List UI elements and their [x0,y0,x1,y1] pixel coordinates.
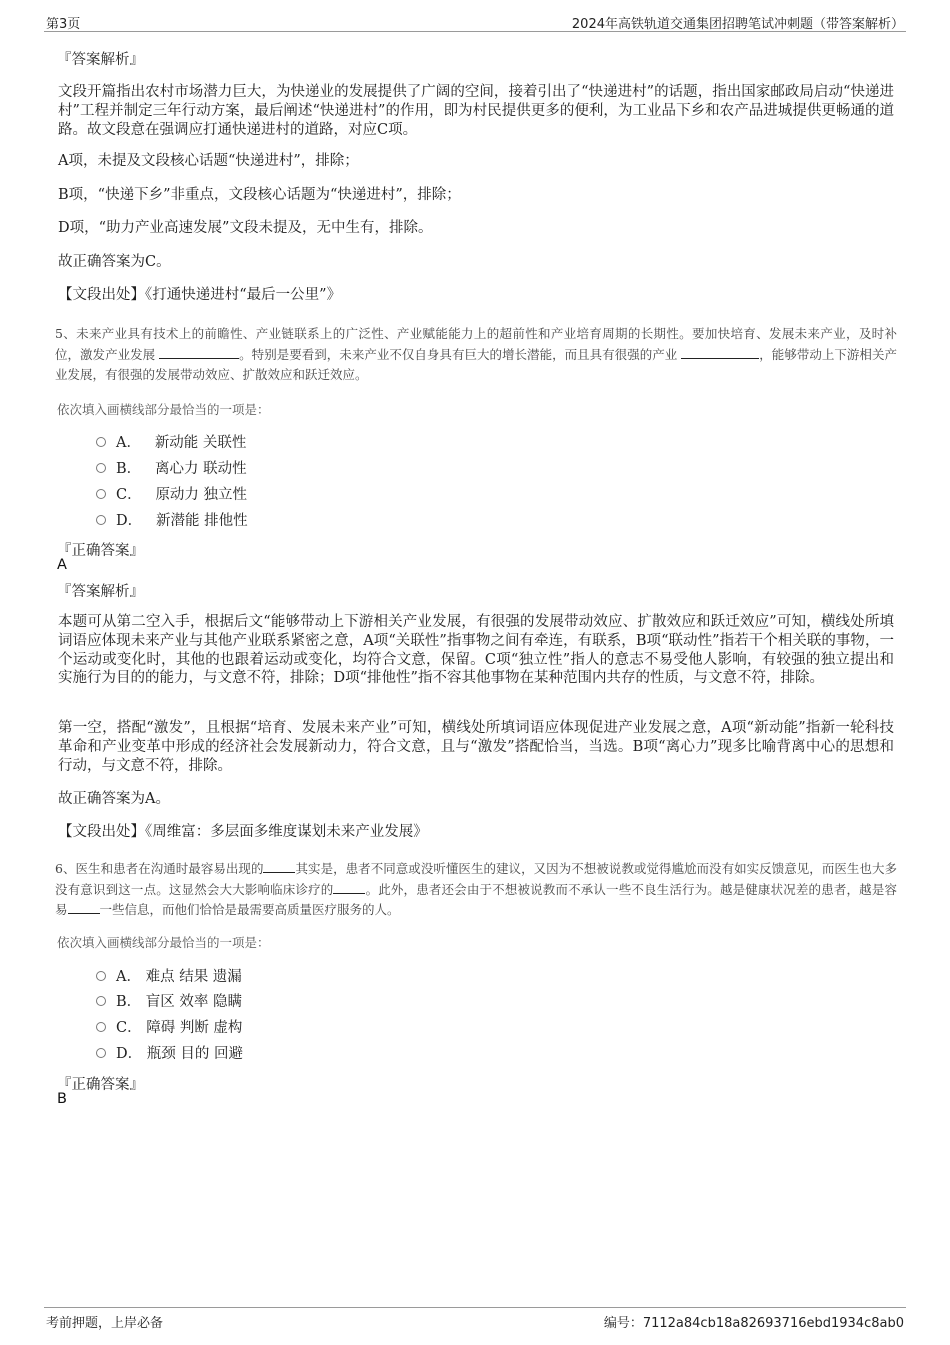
radio-icon[interactable] [96,1022,106,1032]
radio-icon[interactable] [96,437,106,447]
q6-option-a[interactable]: A． 难点 结果 遗漏 [96,967,242,987]
q5-analysis-p1: 本题可从第二空入手，根据后文“能够带动上下游相关产业发展，有很强的发展带动效应、扩散效应和跃迁效应”可知，横线处所填词语应体现未来产业与其他产业联系紧密之意，A项“关联性”指事物之间有牵连，有联系，B项“联动性”指若干个相关联的事物，一个运动或变化时，其他的也跟着运动或变化，均符合文意，保留。C项“独立性”指人的意志不易受他人影响，有较强的独立提出和实施行为目的的能力，与文意不符，排除；D项“排他性”指不容其他事物在某种范围内共存的性质，与文意不符，排除。 [58,614,894,687]
q6-question: 6、医生和患者在沟通时最容易出现的 其实是，患者不同意或没听懂医生的建议，又因为不想被说教或觉得尴尬而没有如实反馈意见，而医生也大多没有意识到这一点。这显然会大大影响临床诊疗的 。此外，患者还会由于不想被说教而不承认一些不良生活行为。越是健康状况差的患者，越是容易 一些信息，而他们恰恰是最需要高质量医疗服务的人。 [55,861,897,917]
q5-source: 【文段出处】《周维富：多层面多维度谋划未来产业发展》 [58,824,428,840]
q6-blank-3 [68,901,100,914]
q5-blank-2 [681,346,759,359]
footer-slogan: 考前押题，上岸必备 [46,1316,164,1331]
q4-analysis-p3: B项，“快递下乡”非重点，文段核心话题为“快递进村”，排除； [58,187,461,203]
radio-icon[interactable] [96,971,106,981]
footer-divider [44,1307,906,1308]
q4-source: 【文段出处】《打通快递进村“最后一公里”》 [58,287,342,303]
document-code: 编号：7112a84cb18a82693716ebd1934c8ab0 [603,1316,904,1331]
q4-analysis-p1: 文段开篇指出农村市场潜力巨大，为快递业的发展提供了广阔的空间，接着引出了“快递进村”的话题，指出国家邮政局启动“快递进村”工程并制定三年行动方案，最后阐述“快递进村”的作用，即为村民提供更多的便利，为工业品下乡和农产品进城提供更畅通的道路。故文段意在强调应打通快递进村的道路，对应C项。 [58,84,894,138]
q5-answer: A [57,557,67,573]
q5-option-b[interactable]: B． 离心力 联动性 [96,459,247,479]
radio-icon[interactable] [96,489,106,499]
q5-option-a[interactable]: A． 新动能 关联性 [96,433,246,453]
q6-option-d[interactable]: D． 瓶颈 目的 回避 [96,1044,243,1064]
q6-answer: B [57,1091,67,1107]
q5-question: 5、未来产业具有技术上的前瞻性、产业链联系上的广泛性、产业赋能能力上的超前性和产业培育周期的长期性。要加快培育、发展未来产业，及时补位，激发产业发展 。特别是要看到，未来产业不仅自身具有巨大的增长潜能，而且具有很强的产业 ，能够带动上下游相关产业发展，有很强的发展带动效应、扩散效应和跃迁效应。 [55,326,897,382]
q6-blank-1 [263,860,295,873]
q6-blank-2 [333,881,365,894]
q5-blank-1 [159,346,239,359]
radio-icon[interactable] [96,463,106,473]
q5-option-d[interactable]: D． 新潜能 排他性 [96,511,248,531]
q5-analysis-p2: 第一空，搭配“激发”，且根据“培育、发展未来产业”可知，横线处所填词语应体现促进产业发展之意，A项“新动能”指新一轮科技革命和产业变革中形成的经济社会发展新动力，符合文意，且与“激发”搭配恰当，当选。B项“离心力”现多比喻背离中心的思想和行动，与文意不符，排除。 [58,720,894,774]
q4-analysis-p2: A项，未提及文段核心话题“快递进村”，排除； [58,153,359,169]
radio-icon[interactable] [96,515,106,525]
q5-answer-label: 『正确答案』 [57,543,144,559]
q4-analysis-p5: 故正确答案为C。 [58,254,171,270]
q4-analysis-label: 『答案解析』 [57,52,144,68]
q5-analysis-p3: 故正确答案为A。 [58,791,170,807]
document-title: 2024年高铁轨道交通集团招聘笔试冲刺题（带答案解析） [571,17,904,32]
q5-prompt: 依次填入画横线部分最恰当的一项是： [57,402,270,417]
q6-answer-label: 『正确答案』 [57,1077,144,1093]
q5-analysis-label: 『答案解析』 [57,584,144,600]
radio-icon[interactable] [96,996,106,1006]
q5-option-c[interactable]: C． 原动力 独立性 [96,485,247,505]
q6-prompt: 依次填入画横线部分最恰当的一项是： [57,935,270,950]
header-divider [44,31,906,32]
page-number: 第3页 [46,17,81,32]
q4-analysis-p4: D项，“助力产业高速发展”文段未提及，无中生有，排除。 [58,220,433,236]
q6-option-c[interactable]: C． 障碍 判断 虚构 [96,1018,242,1038]
radio-icon[interactable] [96,1048,106,1058]
q6-option-b[interactable]: B． 盲区 效率 隐瞒 [96,992,242,1012]
